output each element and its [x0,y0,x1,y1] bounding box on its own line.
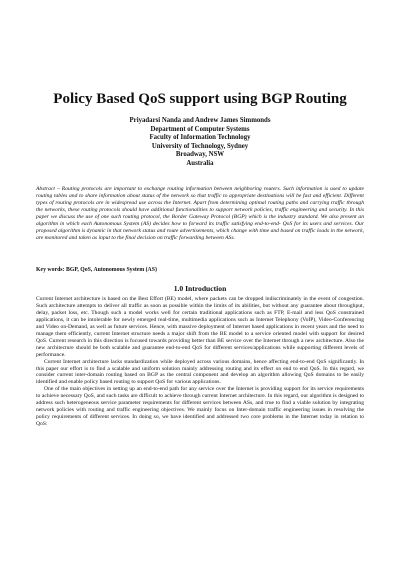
body-paragraph: Current Internet architecture is based on the Best Effort (BE) model, where packets can be dropped indiscriminately in the event of congestion. Such architecture attempts to deliver all traffic as soon as possible within the limits of its abilities, but without any guarantee about throughput, delay, packet loss, etc. Though such a model works well for certain traditional applications such as FTP, E-mail and less QoS constrained applications, it can be intolerable for newly emerged real-time, multimedia applications such as Internet Telephony (VoIP), Video-Conferencing and Video on-Demand, as well as future services. Hence, with massive deployment of Internet based applications in recent years and the need to manage them efficiently, current Internet structure needs a major shift from the BE model to a service oriented model with support for desired QoS. Current research in this direction is focused towards providing better than BE service over the Internet through a new architecture. Also the new architecture should be both scalable and guarantee end-to-end QoS for different services/applications while supporting different levels of performance. [36,296,364,358]
affiliation-line: University of Technology, Sydney [151,142,249,150]
body-paragraph: One of the main objectives in setting up an end-to-end path for any service over the Internet is providing support for its service requirements to achieve necessary QoS, and such tasks are difficult to achieve through current Internet architecture. In this regard, our algorithm is designed to address such heterogeneous service parameter requirements for different services between ASs, and true to find a viable solution by integrating network policies with routing and traffic engineering objectives. We mainly focus on Inter-domain traffic engineering issues in resolving the policy requirements of different services. In doing so, we have identified and addressed two core problems in the Internet today in relation to QoS: [36,386,364,428]
affiliation-line: Australia [186,159,214,167]
keywords: Key words: BGP, QoS, Autonomous System (AS) [36,267,157,273]
paper-title: Policy Based QoS support using BGP Routing [53,91,347,107]
affiliation-line: Faculty of Information Technology [149,134,251,142]
body-paragraph: Current Internet architecture lacks standardization while deployed across various domains, hence affecting end-to-end QoS significantly. In this paper our effort is to find a scalable and uniform solution mainly addressing routing and its effect on end to end QoS. In this regard, we consider current inter-domain routing based on BGP as the central component and develop an algorithm allowing QoS domains to be easily identified and enable policy based routing to support QoS for various applications. [36,358,364,386]
introduction-body [36,296,364,428]
affiliation-line: Broadway, NSW [175,151,225,159]
section-heading-introduction: 1.0 Introduction [173,284,227,293]
author-block [0,117,400,169]
affiliation-line: Department of Computer Systems [150,125,250,133]
author-names: Priyadarsi Nanda and Andrew James Simmonds [129,117,271,124]
abstract: Abstract – Routing protocols are important to exchange routing information between neighboring routers. Such information is used to update routing tables and to share information about status of the network so that traffic to appropriate destinations will be fast and efficient. Different types of routing protocols are in widespread use across the Internet. Apart from determining optimal routing paths and carrying traffic through the networks, these routing protocols should have additional functionalities to support network policies, traffic engineering and security. In this paper we discuss the use of one such routing protocol, the Border Gateway Protocol (BGP) which is the industry standard. We also present an algorithm in which each Autonomous System (AS) decides how to forward its traffic satisfying end-to-end- QoS for its users and services. Our proposed algorithm is dynamic in that network status and route advertisements, which change with time and based on traffic loads in the network, are monitored and taken as input to the final decision on traffic forwarding between ASs. [36,186,364,241]
